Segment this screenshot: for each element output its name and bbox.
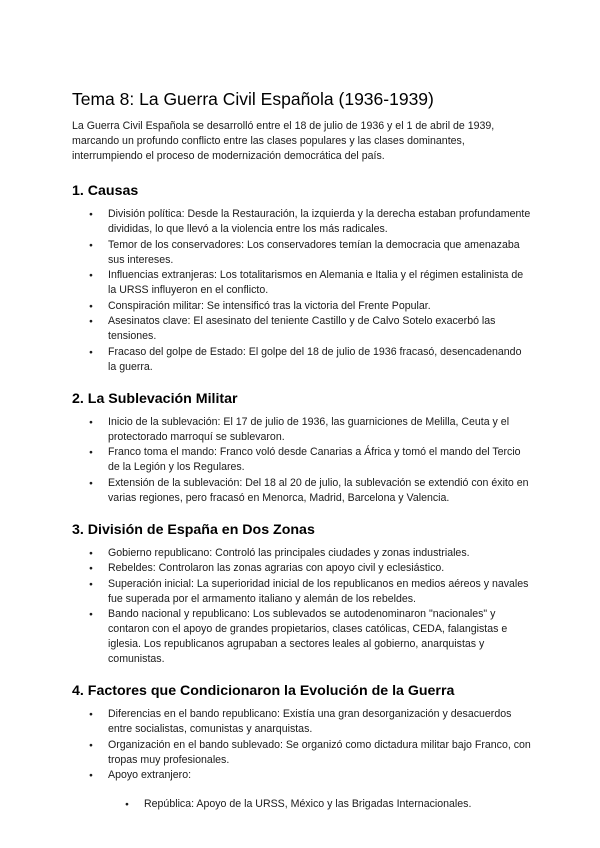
document-body <box>72 87 532 813</box>
nested-list-item: ● República: Apoyo de la URSS, México y las Brigadas Internacionales. <box>72 797 532 812</box>
nested-bullet-list <box>72 797 532 812</box>
list-item: ● Conspiración militar: Se intensificó tras la victoria del Frente Popular. <box>72 299 532 314</box>
bullet-list <box>72 546 532 668</box>
list-item: ● Organización en el bando sublevado: Se organizó como dictadura militar bajo Franco, con tropas muy profesionales. <box>72 738 532 768</box>
list-item: ● Extensión de la sublevación: Del 18 al 20 de julio, la sublevación se extendió con éxito en varias regiones, pero fracasó en Menorca, Madrid, Barcelona y Valencia. <box>72 476 532 506</box>
section-factores <box>72 681 532 812</box>
list-item: ● Inicio de la sublevación: El 17 de julio de 1936, las guarniciones de Melilla, Ceuta y el protectorado marroquí se sublevaron. <box>72 415 532 445</box>
section-heading: 4. Factores que Condicionaron la Evolución de la Guerra <box>72 683 455 699</box>
section-causas <box>72 181 532 375</box>
section-heading: 2. La Sublevación Militar <box>72 390 238 407</box>
list-item: ● Rebeldes: Controlaron las zonas agrarias con apoyo civil y eclesiástico. <box>72 561 532 576</box>
document-title: Tema 8: La Guerra Civil Española (1936-1939) <box>72 89 434 109</box>
list-item: ● Temor de los conservadores: Los conservadores temían la democracia que amenazaba sus intereses. <box>72 238 532 268</box>
section-sublevacion <box>72 389 532 506</box>
list-item: ● División política: Desde la Restauración, la izquierda y la derecha estaban profundamente divididas, lo que llevó a la violencia entre los más radicales. <box>72 207 532 237</box>
list-item: ● Gobierno republicano: Controló las principales ciudades y zonas industriales. <box>72 546 532 561</box>
list-item: ● Diferencias en el bando republicano: Existía una gran desorganización y desacuerdos entre socialistas, comunistas y anarquistas. <box>72 707 532 737</box>
bullet-list <box>72 207 532 375</box>
list-item: ● Superación inicial: La superioridad inicial de los republicanos en medios aéreos y navales fue superada por el armamento italiano y alemán de los rebeldes. <box>72 577 532 607</box>
bullet-list <box>72 707 532 783</box>
list-item: ● Influencias extranjeras: Los totalitarismos en Alemania e Italia y el régimen estalinista de la URSS influyeron en el conflicto. <box>72 268 532 298</box>
bullet-list <box>72 415 532 506</box>
list-item: ● Asesinatos clave: El asesinato del teniente Castillo y de Calvo Sotelo exacerbó las tensiones. <box>72 314 532 344</box>
intro-paragraph: La Guerra Civil Española se desarrolló entre el 18 de julio de 1936 y el 1 de abril de 1939, marcando un profundo conflicto entre las clases populares y las clases dominantes, interrumpiendo el proceso de modernización democrática del país. <box>72 120 495 162</box>
list-item: ● Apoyo extranjero: <box>72 768 532 783</box>
section-heading: 1. Causas <box>72 183 139 199</box>
list-item: ● Bando nacional y republicano: Los sublevados se autodenominaron "nacionales" y contaron con el apoyo de grandes propietarios, clases católicas, CEDA, falangistas e iglesia. Los republicanos agrupaban a sectores leales al gobierno, anarquistas y comunistas. <box>72 607 532 667</box>
section-heading: 3. División de España en Dos Zonas <box>72 521 315 538</box>
list-item: ● Franco toma el mando: Franco voló desde Canarias a África y tomó el mando del Tercio de la Legión y los Regulares. <box>72 445 532 475</box>
list-item: ● Fracaso del golpe de Estado: El golpe del 18 de julio de 1936 fracasó, desencadenando la guerra. <box>72 345 532 375</box>
section-division <box>72 520 532 668</box>
